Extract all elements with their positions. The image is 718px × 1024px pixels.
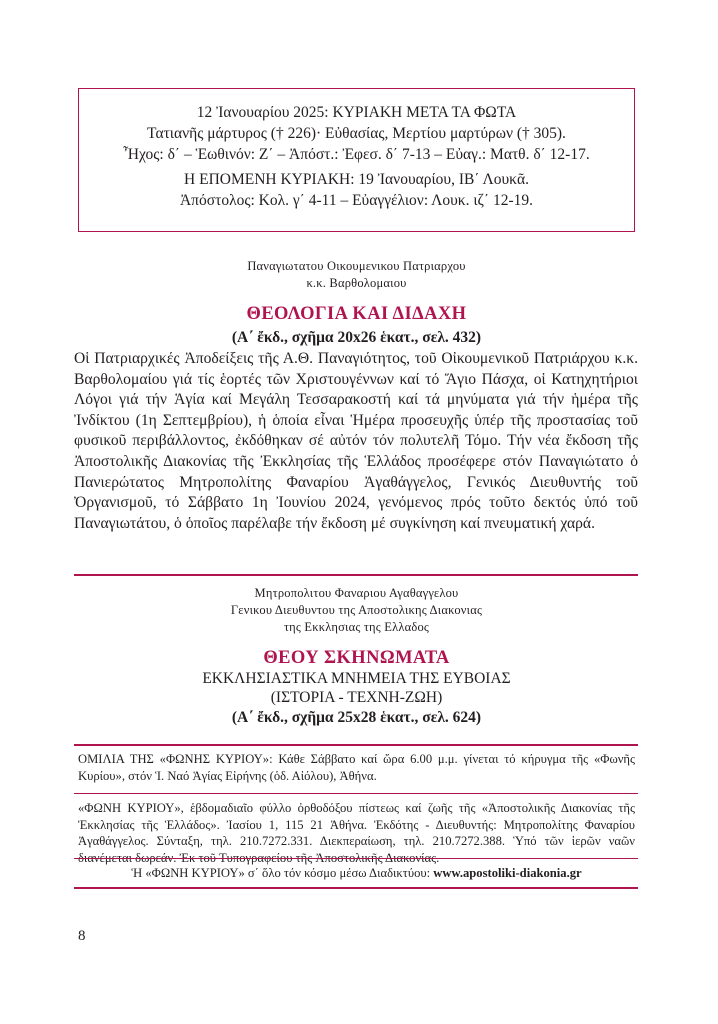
calendar-date-line: 12 Ἰανουαρίου 2025: ΚΥΡΙΑΚΗ ΜΕΤΑ ΤΑ ΦΩΤΑ xyxy=(196,104,517,121)
homily-note: ΟΜΙΛΙΑ ΤΗΣ «ΦΩΝΗΣ ΚΥΡΙΟΥ»: Κάθε Σάββατο καί ὥρα 6.00 μ.μ. γίνεται τό κήρυγμα τῆς «Φωνῆς Κυρίου», στόν Ἱ. Ναό Ἁγίας Εἰρήνης (ὁδ. Αἰόλου), Ἀθήνα. xyxy=(78,752,635,783)
book1-author-line2: κ.κ. Βαρθολομαιου xyxy=(306,276,407,290)
book2-header xyxy=(78,585,635,728)
book2-author-line1: Μητροπολιτου Φαναριου Αγαθαγγελου xyxy=(254,586,459,600)
imprint: «ΦΩΝΗ ΚΥΡΙΟΥ», ἑβδομαδιαῖο φύλλο ὀρθοδόξου πίστεως καί ζωῆς τῆς «Ἀποστολικῆς Διακονίας τῆς Ἐκκλησίας τῆς Ἑλλάδος». Ἰασίου 1, 115 21 Ἀθήνα. Ἐκδότης - Διευθυντής: Μητροπολίτης Φαναρίου Ἀγαθάγγελος. Σύνταξη, τηλ. 210.7272.331. Διεκπεραίωση, τηλ. 210.7272.388. Ὑπό τῶν ἱερῶν ναῶν διανέμεται δωρεάν. Ἐκ τοῦ Τυπογραφείου τῆς Ἀποστολικῆς Διακονίας. xyxy=(78,801,635,865)
calendar-saints-line: Τατιανῆς μάρτυρος († 226)· Εὐθασίας, Μερτίου μαρτύρων († 305). xyxy=(147,125,566,142)
website-link[interactable]: www.apostoliki-diakonia.gr xyxy=(433,866,582,880)
web-note-text: Ἡ «ΦΩΝΗ ΚΥΡΙΟΥ» σ΄ ὅλο τόν κόσμο μέσω Διαδικτύου: xyxy=(131,866,434,880)
book1-description: Οἱ Πατριαρχικές Ἀποδείξεις τῆς Α.Θ. Παναγιότητος, τοῦ Οἰκουμενικοῦ Πατριάρχου κ.κ. Βαρθολομαίου γιά τίς ἑορτές τῶν Χριστουγέννων καί τό Ἅγιο Πάσχα, οἱ Κατηχητήριοι Λόγοι γιά τήν Ἁγία καί Μεγάλη Τεσσαρακοστή καί τά μηνύματα γιά τήν ἡμέρα τῆς Ἰνδίκτου (1η Σεπτεμβρίου), ἡ ὁποία εἶναι Ἡμέρα προσευχῆς ὑπέρ τῆς προστασίας τοῦ φυσικοῦ περιβάλλοντος, ἐκδόθηκαν σέ αὐτόν τόν πολυτελῆ Τόμο. Τήν νέα ἔκδοση τῆς Ἀποστολικῆς Διακονίας τῆς Ἐκκλησίας τῆς Ἑλλάδος προσέφερε στόν Παναγιώτατο ὁ Πανιερώτατος Μητροπολίτης Φαναρίου Ἀγαθάγγελος, Γενικός Διευθυντής τοῦ Ὀργανισμοῦ, τό Σάββατο 1η Ἰουνίου 2024, γενόμενος πρός τοῦτο δεκτός ὑπό τοῦ Παναγιωτάτου, ὁ ὁποῖος παρέλαβε τήν ἔκδοση μέ συγκίνηση καί πνευματική χαρά. xyxy=(74,350,638,532)
book2-author-line3: της Εκκλησιας της Ελλαδος xyxy=(283,620,430,634)
book2-details: (Α΄ ἔκδ., σχῆμα 25x28 ἑκατ., σελ. 624) xyxy=(231,709,482,726)
calendar-readings-line: Ἦχος: δ΄ – Ἑωθινόν: Ζ΄ – Ἀπόστ.: Ἐφεσ. δ΄ 7-13 – Εὐαγ.: Ματθ. δ΄ 12-17. xyxy=(123,146,590,163)
footer-divider-lower xyxy=(74,858,638,859)
book2-author-line2: Γενικου Διευθυντου της Αποστολικης Διακονιας xyxy=(230,603,483,617)
book1-details: (Α΄ ἔκδ., σχῆμα 20x26 ἑκατ., σελ. 432) xyxy=(231,329,482,346)
section-divider xyxy=(74,574,638,576)
book1-author-line1: Παναγιωτατου Οικουμενικου Πατριαρχου xyxy=(247,259,466,273)
book1-title: ΘΕΟΛΟΓΙΑ ΚΑΙ ΔΙΔΑΧΗ xyxy=(246,304,467,324)
next-sunday-readings-line: Ἀπόστολος: Κολ. γ΄ 4-11 – Εὐαγγέλιον: Λουκ. ιζ΄ 12-19. xyxy=(179,192,534,209)
book2-subtitle2: (ΙΣΤΟΡΙΑ - ΤΕΧΝΗ-ΖΩΗ) xyxy=(270,689,443,706)
web-note xyxy=(78,865,635,882)
footer-divider-top xyxy=(74,744,638,746)
footer-divider-middle xyxy=(74,793,638,794)
book1-header xyxy=(78,258,635,348)
book2-subtitle1: ΕΚΚΛΗΣΙΑΣΤΙΚΑ ΜΝΗΜΕΙΑ ΤΗΣ ΕΥΒΟΙΑΣ xyxy=(202,670,511,687)
book2-title: ΘΕΟΥ ΣΚΗΝΩΜΑΤΑ xyxy=(263,648,450,668)
calendar-box xyxy=(78,88,635,232)
page-number: 8 xyxy=(78,928,86,944)
footer-divider-bottom xyxy=(74,887,638,889)
next-sunday-line: Η ΕΠΟΜΕΝΗ ΚΥΡΙΑΚΗ: 19 Ἰανουαρίου, ΙΒ΄ Λουκᾶ. xyxy=(184,171,529,188)
